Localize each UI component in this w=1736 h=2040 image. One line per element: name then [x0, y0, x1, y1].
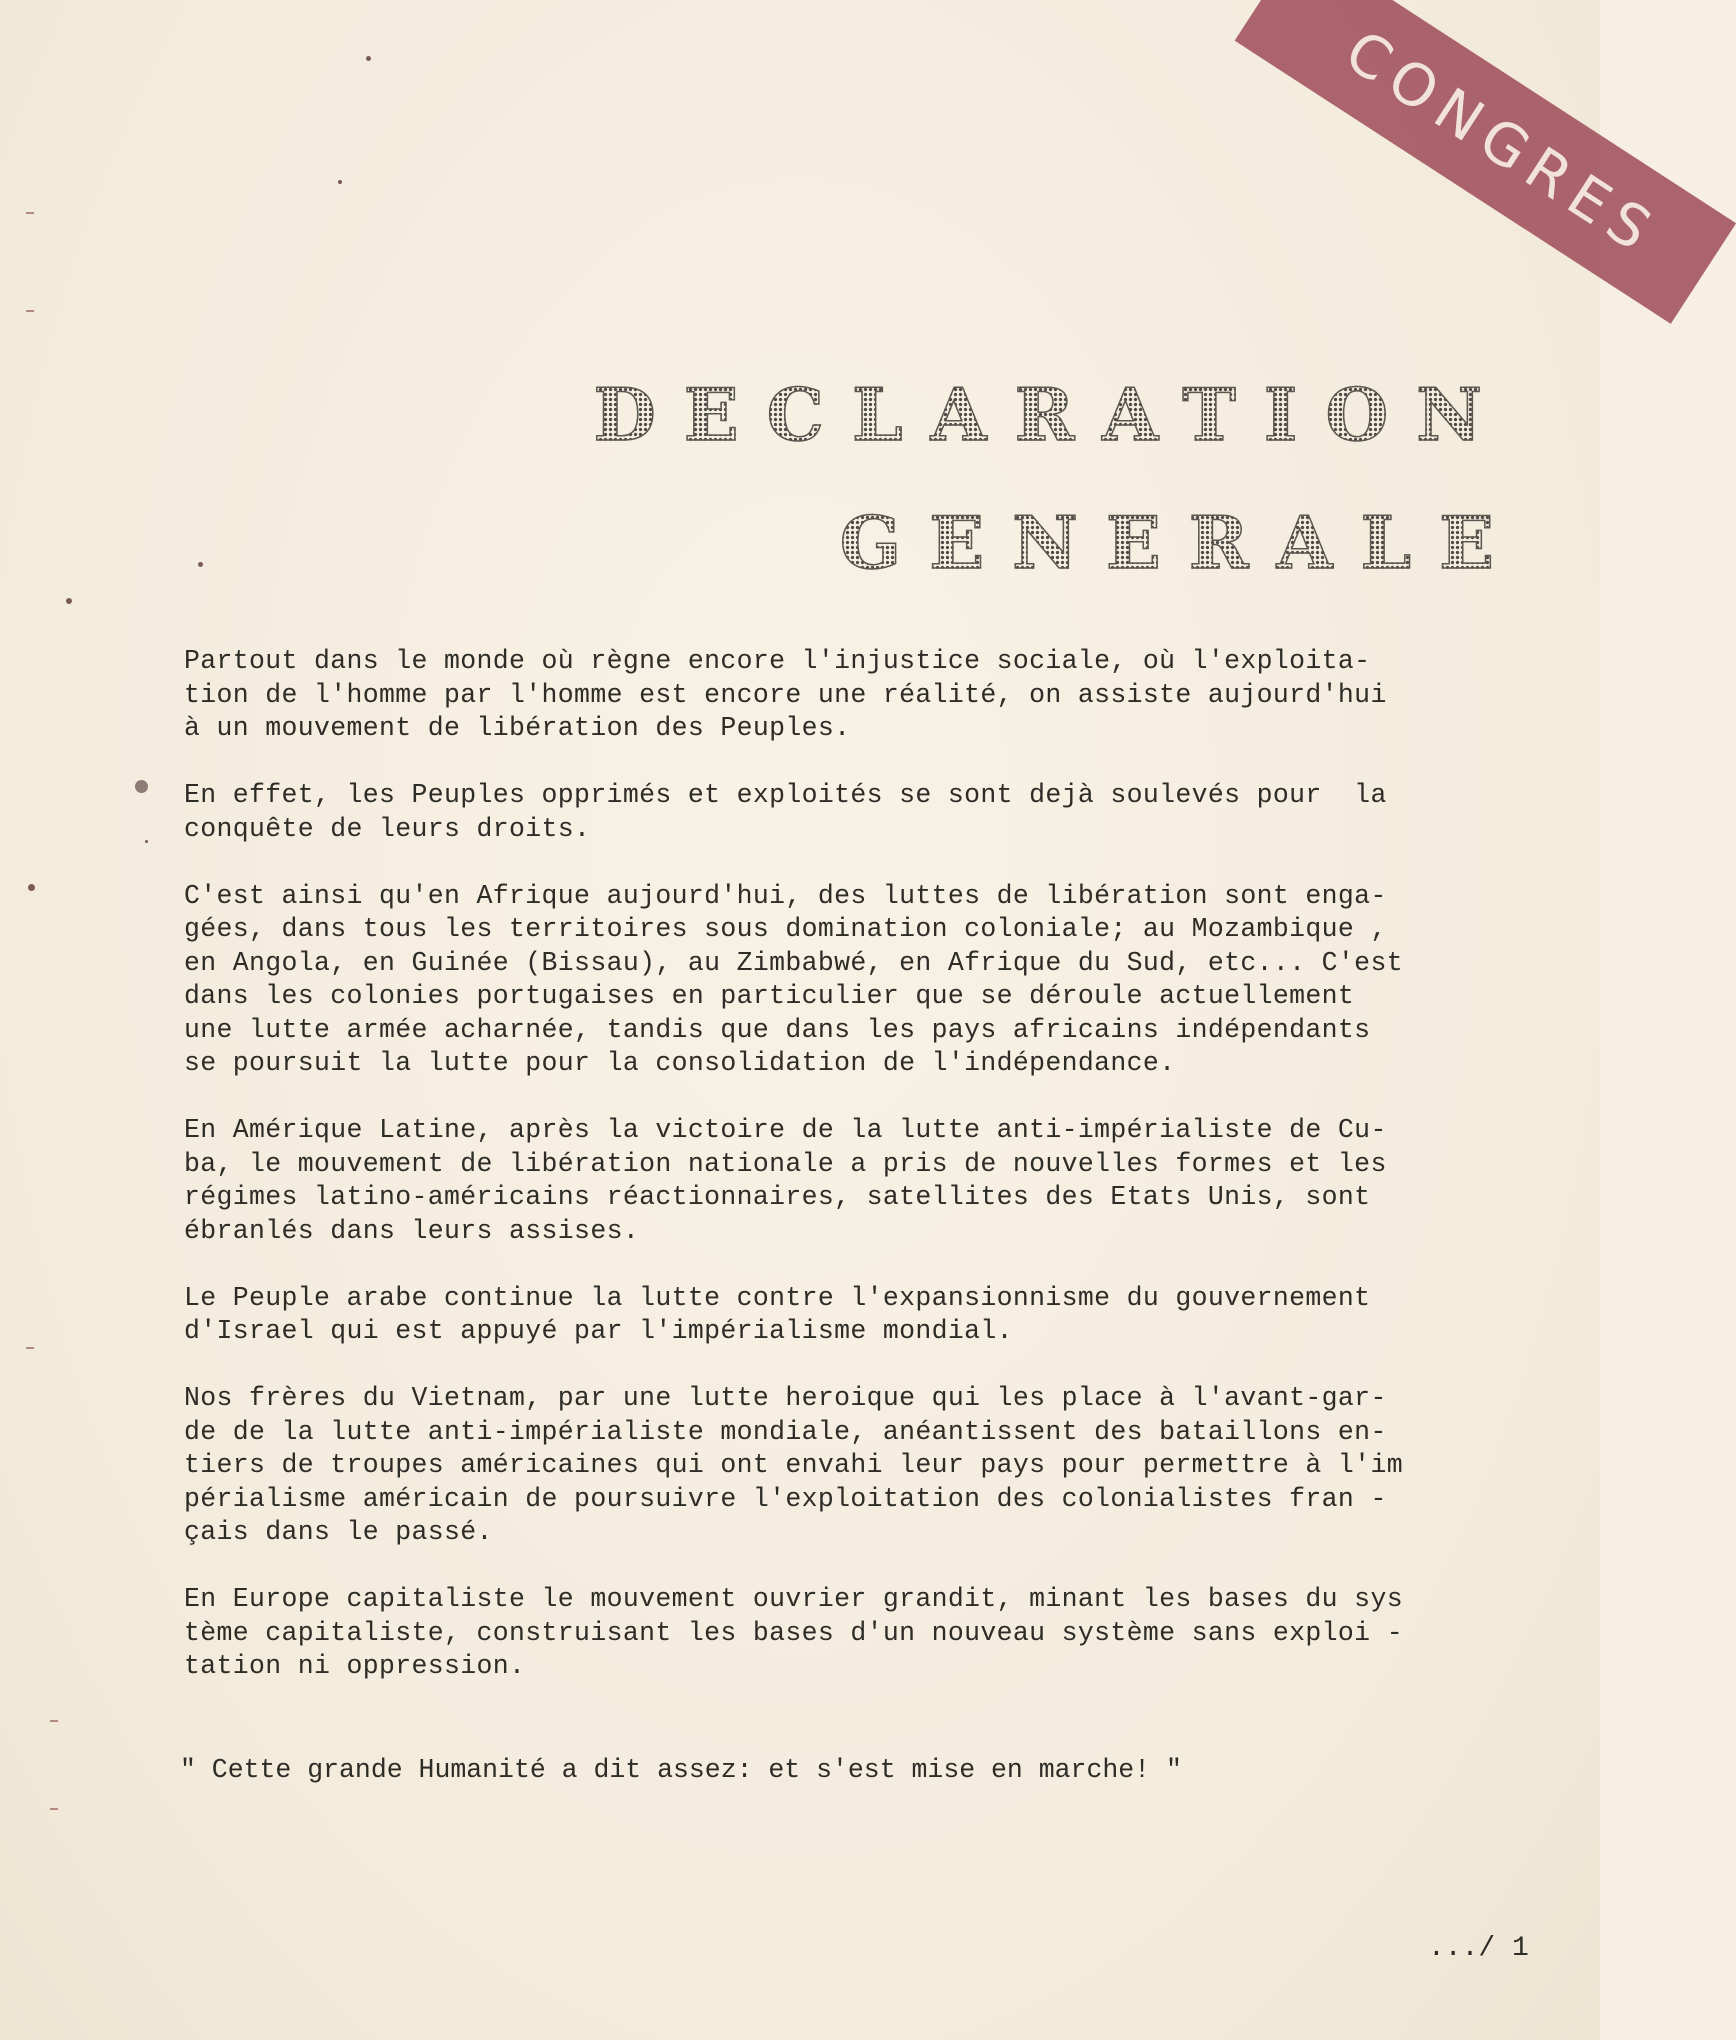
paragraph-1: Partout dans le monde où règne encore l'injustice sociale, où l'exploita- tion de l'homme par l'homme est encore une réalité, on assiste aujourd'hui à un mouvement de libération des Peuples.: [184, 646, 1387, 743]
title-line-2: GENERALE: [839, 500, 1522, 585]
margin-mark: [50, 1720, 58, 1722]
margin-mark: [50, 1808, 58, 1810]
paragraph-6: Nos frères du Vietnam, par une lutte heroique qui les place à l'avant-gar- de de la lutte anti-impérialiste mondiale, anéantissent des bataillons en- tiers de troupes américaines qui ont envahi leur pays pour permettre à l'im périalisme américain de poursuivre l'exploitation des colonialistes fran - çais dans le passé.: [184, 1383, 1403, 1547]
title-line-1: DECLARATION: [593, 372, 1510, 457]
paper-speck: [145, 840, 148, 843]
paragraph-2: En effet, les Peuples opprimés et exploités se sont dejà soulevés pour la conquête de leurs droits.: [184, 780, 1387, 844]
margin-mark: [26, 212, 34, 214]
stamp-band: [1235, 0, 1736, 324]
page-number: .../ 1: [1428, 1933, 1529, 1964]
margin-mark: [26, 1347, 34, 1349]
body-text: [184, 645, 1554, 1717]
paragraph-4: En Amérique Latine, après la victoire de la lutte anti-impérialiste de Cu- ba, le mouvement de libération nationale a pris de nouvelles formes et les régimes latino-américains réactionnaires, satellites des Etats Unis, sont ébranlés dans leurs assises.: [184, 1115, 1387, 1246]
paragraph-7: En Europe capitaliste le mouvement ouvrier grandit, minant les bases du sys tème capitaliste, construisant les bases d'un nouveau système sans exploi - tation ni oppression.: [184, 1584, 1403, 1681]
paper-speck: [28, 884, 35, 891]
paper-speck: [198, 562, 203, 567]
paper-speck: [338, 180, 342, 184]
congres-stamp: [1190, 0, 1671, 280]
paragraph-3: C'est ainsi qu'en Afrique aujourd'hui, des luttes de libération sont enga- gées, dans tous les territoires sous domination coloniale; au Mozambique , en Angola, en Guinée (Bissau), au Zimbabwé, en Afrique du Sud, etc... C'est dans les colonies portugaises en particulier que se déroule actuellement une lutte armée acharnée, tandis que dans les pays africains indépendants se poursuit la lutte pour la consolidation de l'indépendance.: [184, 880, 1403, 1078]
paragraph-5: Le Peuple arabe continue la lutte contre l'expansionnisme du gouvernement d'Israel qui est appuyé par l'impérialisme mondial.: [184, 1282, 1371, 1346]
paper-speck: [366, 56, 371, 61]
paper-speck: [66, 598, 72, 604]
closing-quote: " Cette grande Humanité a dit assez: et s'est mise en marche! ": [180, 1755, 1182, 1785]
margin-mark: [26, 310, 34, 312]
stamp-text: CONGRES: [1333, 16, 1671, 269]
paper-speck: [135, 780, 148, 793]
